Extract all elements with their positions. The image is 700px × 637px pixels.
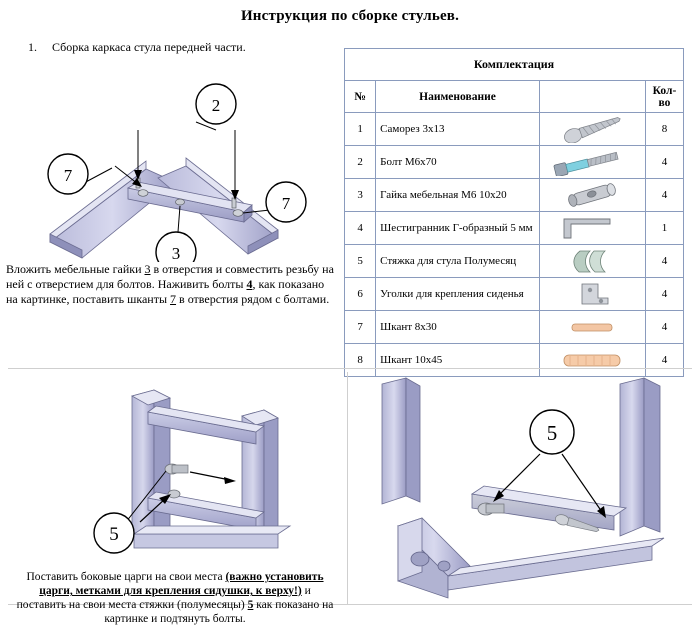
row-number: 3 (345, 179, 376, 212)
header-number: № (345, 81, 376, 113)
hex-key-icon (539, 212, 645, 245)
bottom-long-rail (448, 538, 664, 590)
callout-7-left-label: 7 (63, 166, 73, 185)
table-row (345, 113, 684, 146)
row-number: 4 (345, 212, 376, 245)
angle-bracket-icon (539, 278, 645, 311)
row-name: Саморез 3х13 (376, 113, 540, 146)
step-2-caption (10, 570, 340, 626)
step-1-caption-line-1: Вложить мебельные гайки 3 в отверстия и совместить резьбу на (6, 262, 334, 276)
table-row (345, 146, 684, 179)
screw-icon (539, 113, 645, 146)
row-qty: 4 (645, 311, 683, 344)
row-qty: 4 (645, 245, 683, 278)
parts-table-wrapper (344, 48, 684, 377)
step-1-caption-line-2: ней с отверстием для болтов. Наживить болты 4, как показано (6, 277, 325, 291)
rear-leg-near (620, 378, 660, 536)
row-number: 8 (345, 344, 376, 377)
table-row (345, 311, 684, 344)
callout-2 (196, 84, 236, 124)
floor-rail (134, 526, 290, 548)
table-row (345, 212, 684, 245)
callout-3 (156, 232, 196, 262)
row-number: 5 (345, 245, 376, 278)
callout-5-fig2-label: 5 (109, 524, 119, 545)
callout-7-right (266, 182, 306, 222)
callout-7-left (48, 154, 88, 194)
row-name: Гайка мебельная М6 10х20 (376, 179, 540, 212)
header-name: Наименование (376, 81, 540, 113)
table-row (345, 245, 684, 278)
table-row (345, 278, 684, 311)
step-1-heading-row (20, 40, 340, 55)
callout-5-fig3-label: 5 (546, 421, 558, 445)
figure-side-rails-left-view (14, 376, 344, 566)
parts-table (344, 48, 684, 377)
row-name: Шкант 8х30 (376, 311, 540, 344)
figure-side-rails-detail (352, 376, 692, 604)
vertical-divider (347, 372, 348, 604)
step-1-heading: Сборка каркаса стула передней части. (52, 40, 246, 54)
header-image (539, 81, 645, 113)
row-qty: 4 (645, 344, 683, 377)
callout-5-fig3 (530, 410, 574, 454)
callout-5-fig2 (94, 513, 134, 553)
row-number: 7 (345, 311, 376, 344)
step-1-caption (6, 262, 346, 307)
step-2-caption-line-2: царги, метками для крепления сидушки, к верху!) и (39, 585, 311, 597)
parts-table-title-row (345, 49, 684, 81)
parts-table-header-row (345, 81, 684, 113)
callout-2-label: 2 (211, 96, 221, 115)
row-name: Болт М6х70 (376, 146, 540, 179)
step-2-caption-line-4: картинке и подтянуть болты. (104, 613, 246, 625)
row-qty: 1 (645, 212, 683, 245)
dowel-large-icon (539, 344, 645, 377)
callout-3-label: 3 (171, 244, 181, 262)
step-2-caption-line-3: поставить на свои места стяжки (полумесяцы) 5 как показано на (16, 599, 334, 611)
figure-front-frame-assembly (20, 62, 340, 262)
step-1-caption-line-3: на картинке, поставить шканты 7 в отверстия рядом с болтами. (6, 292, 330, 306)
table-row (345, 179, 684, 212)
row-name: Шкант 10х45 (376, 344, 540, 377)
step-1-section (6, 40, 340, 330)
row-qty: 4 (645, 179, 683, 212)
row-name: Шестигранник Г-образный 5 мм (376, 212, 540, 245)
row-number: 6 (345, 278, 376, 311)
step-2-caption-line-1: Поставить боковые царги на свои места (важно установить (26, 571, 324, 583)
bolt-icon (539, 146, 645, 179)
rear-leg-far (382, 378, 420, 504)
crescent-connector-icon (539, 245, 645, 278)
row-qty: 4 (645, 146, 683, 179)
row-name: Стяжка для стула Полумесяц (376, 245, 540, 278)
page-title: Инструкция по сборке стульев. (240, 8, 460, 24)
row-qty: 4 (645, 278, 683, 311)
dowel-small-icon (539, 311, 645, 344)
barrel-nut-icon (539, 179, 645, 212)
row-number: 1 (345, 113, 376, 146)
table-row (345, 344, 684, 377)
row-name: Уголки для крепления сиденья (376, 278, 540, 311)
parts-table-title: Комплектация (345, 49, 684, 81)
horizontal-divider-top (8, 368, 692, 369)
step-1-number: 1. (28, 40, 37, 54)
header-qty: Кол-во (645, 81, 683, 113)
row-qty: 8 (645, 113, 683, 146)
callout-7-right-label: 7 (281, 194, 291, 213)
row-number: 2 (345, 146, 376, 179)
